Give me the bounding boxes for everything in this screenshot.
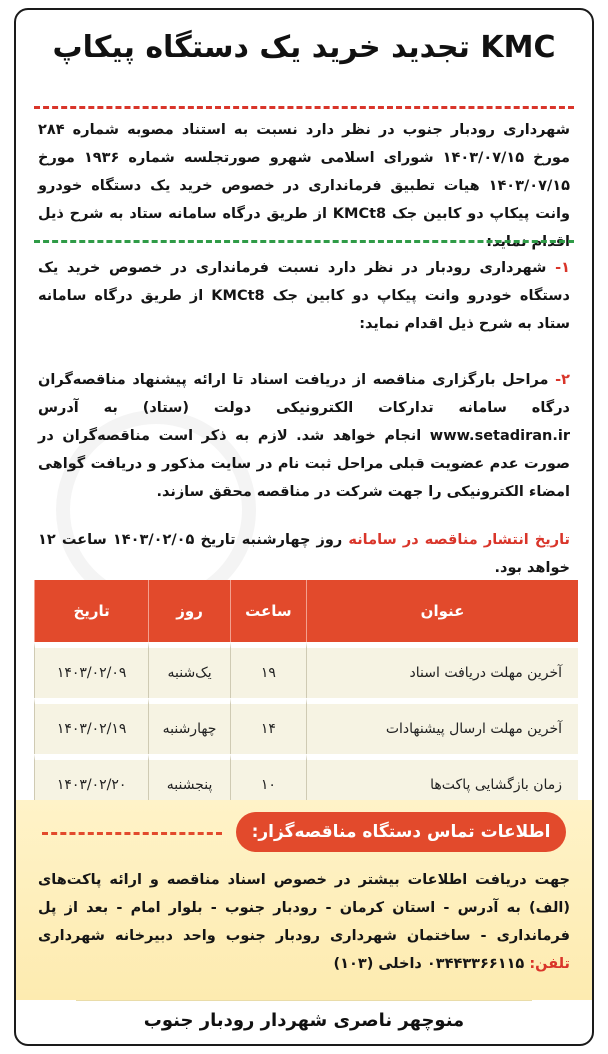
notice-title: تجدید خرید یک دستگاه پیکاپ KMC	[52, 30, 556, 65]
item-2-text-a: مراحل بارگزاری مناقصه از دریافت اسناد تا ارائه پیشنهاد مناقصه‌گران درگاه سامانه تدارکات الکترونیکی دولت (ستاد) به آدرس	[38, 372, 570, 416]
row-day: پنجشنبه	[148, 754, 230, 810]
row-date: ۱۴۰۳/۰۲/۲۰	[34, 754, 148, 810]
item-1-text: شهرداری رودبار در نظر دارد نسبت فرمانداری در خصوص خرید یک دستگاه خودرو وانت پیکاپ دو کابین جک KMCt8 از طریق درگاه سامانه ستاد به شرح ذیل اقدام نماید:	[38, 260, 570, 332]
section-divider	[34, 240, 574, 243]
publish-text: روز چهارشنبه تاریخ ۱۴۰۳/۰۲/۰۵ ساعت ۱۲ خواهد بود.	[38, 532, 570, 576]
item-2-text-b: انجام خواهد شد. لازم به ذکر است مناقصه‌گران در صورت عدم عضویت قبلی مراحل ثبت نام در سایت مذکور و دریافت گواهی امضاء الکترونیکی را جهت شرکت در مناقصه محقق سازند.	[38, 428, 570, 500]
table-row	[34, 698, 578, 754]
publish-label: تاریخ انتشار مناقصه در سامانه	[348, 532, 570, 548]
row-date: ۱۴۰۳/۰۲/۰۹	[34, 642, 148, 698]
publish-date	[38, 526, 570, 582]
contact-text: جهت دریافت اطلاعات بیشتر در خصوص اسناد مناقصه و ارائه پاکت‌های (الف) به آدرس - استان کرمان - رودبار جنوب - بلوار امام - بعد از پل فرمانداری - ساختمان شهرداری رودبار جنوب واحد دبیرخانه شهرداری	[38, 872, 570, 944]
tender-notice	[14, 8, 594, 1046]
header-date: تاریخ	[34, 580, 148, 642]
item-2	[38, 366, 570, 506]
row-title: آخرین مهلت دریافت اسناد	[306, 642, 578, 698]
contact-heading: اطلاعات تماس دستگاه مناقصه‌گزار:	[236, 812, 566, 852]
mayor-signature: منوچهر ناصری شهردار رودبار جنوب	[143, 1010, 465, 1031]
row-hour: ۱۰	[230, 754, 306, 810]
intro-paragraph: شهرداری رودبار جنوب در نظر دارد نسبت به استناد مصوبه شماره ۲۸۴ مورخ ۱۴۰۳/۰۷/۱۵ شورای اسلامی شهرو صورتجلسه شماره ۱۹۳۶ مورخ ۱۴۰۳/۰۷/۱۵ هیات تطبیق فرمانداری در خصوص خرید یک دستگاه خودرو وانت پیکاپ دو کابین جک KMCt8 از طریق درگاه سامانه ستاد به شرح ذیل اقدام نماید:	[38, 122, 571, 250]
schedule-table	[34, 580, 578, 810]
item-2-number: ۲-	[555, 372, 570, 388]
row-title: زمان بازگشایی پاکت‌ها	[306, 754, 578, 810]
header-hour: ساعت	[230, 580, 306, 642]
header-title: عنوان	[306, 580, 578, 642]
table-header-row	[34, 580, 578, 642]
row-title: آخرین مهلت ارسال پیشنهادات	[306, 698, 578, 754]
contact-dashes	[42, 832, 222, 835]
item-1-number: ۱-	[555, 260, 570, 276]
setadiran-link[interactable]: www.setadiran.ir	[429, 428, 570, 444]
phone-label: تلفن:	[529, 956, 570, 972]
header-day: روز	[148, 580, 230, 642]
row-day: یک‌شنبه	[148, 642, 230, 698]
table-row	[34, 642, 578, 698]
row-hour: ۱۹	[230, 642, 306, 698]
item-1	[38, 254, 570, 338]
footer-divider	[76, 1000, 532, 1001]
row-date: ۱۴۰۳/۰۲/۱۹	[34, 698, 148, 754]
row-hour: ۱۴	[230, 698, 306, 754]
row-day: چهارشنبه	[148, 698, 230, 754]
title-divider	[34, 106, 574, 109]
phone-number[interactable]: ۰۳۴۴۳۳۶۶۱۱۵ داخلی (۱۰۳)	[333, 956, 525, 972]
contact-paragraph	[38, 866, 570, 978]
